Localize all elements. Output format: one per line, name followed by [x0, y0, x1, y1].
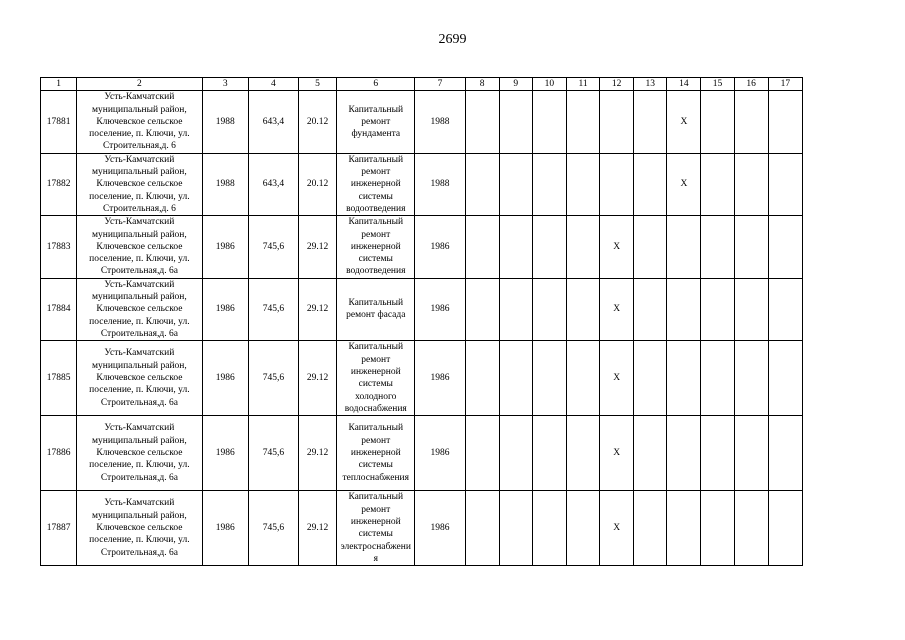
- mark-cell-12: [600, 91, 634, 153]
- mark-cell-14: X: [667, 153, 701, 215]
- work-type-cell: Капитальный ремонт фасада: [337, 278, 415, 340]
- year-cell: 1988: [415, 91, 465, 153]
- empty-cell-10: [532, 278, 566, 340]
- empty-cell-9: [499, 491, 532, 566]
- empty-cell-16: [734, 153, 768, 215]
- column-header-15: 15: [701, 78, 734, 91]
- date-cell: 20.12: [298, 153, 336, 215]
- mark-cell-12: X: [600, 216, 634, 278]
- empty-cell-16: [734, 91, 768, 153]
- year-built-cell: 1986: [202, 491, 248, 566]
- date-cell: 29.12: [298, 416, 336, 491]
- mark-cell-14: [667, 416, 701, 491]
- area-cell: 745,6: [248, 416, 298, 491]
- date-cell: 29.12: [298, 341, 336, 416]
- empty-cell-13: [634, 216, 667, 278]
- area-cell: 745,6: [248, 491, 298, 566]
- mark-cell-12: X: [600, 341, 634, 416]
- year-built-cell: 1988: [202, 91, 248, 153]
- empty-cell-11: [566, 416, 599, 491]
- column-header-11: 11: [566, 78, 599, 91]
- table-row: [41, 341, 803, 416]
- empty-cell-17: [768, 91, 802, 153]
- mark-cell-12: X: [600, 278, 634, 340]
- repair-schedule-table: [40, 77, 803, 566]
- work-type-cell: Капитальный ремонт инженерной системы теплоснабжения: [337, 416, 415, 491]
- year-cell: 1986: [415, 341, 465, 416]
- column-header-6: 6: [337, 78, 415, 91]
- empty-cell-8: [465, 216, 499, 278]
- empty-cell-17: [768, 278, 802, 340]
- empty-cell-16: [734, 416, 768, 491]
- area-cell: 643,4: [248, 91, 298, 153]
- column-header-16: 16: [734, 78, 768, 91]
- date-cell: 20.12: [298, 91, 336, 153]
- work-type-cell: Капитальный ремонт инженерной системы электроснабжения: [337, 491, 415, 566]
- empty-cell-9: [499, 341, 532, 416]
- empty-cell-13: [634, 91, 667, 153]
- year-cell: 1988: [415, 153, 465, 215]
- address-cell: Усть-Камчатский муниципальный район, Ключевское сельское поселение, п. Ключи, ул. Строительная,д. 6а: [77, 278, 202, 340]
- empty-cell-11: [566, 153, 599, 215]
- empty-cell-10: [532, 216, 566, 278]
- empty-cell-11: [566, 491, 599, 566]
- empty-cell-9: [499, 416, 532, 491]
- empty-cell-15: [701, 341, 734, 416]
- empty-cell-8: [465, 278, 499, 340]
- table-row: [41, 278, 803, 340]
- column-header-13: 13: [634, 78, 667, 91]
- mark-cell-12: X: [600, 416, 634, 491]
- empty-cell-15: [701, 91, 734, 153]
- year-built-cell: 1986: [202, 341, 248, 416]
- empty-cell-13: [634, 491, 667, 566]
- work-type-cell: Капитальный ремонт фундамента: [337, 91, 415, 153]
- empty-cell-13: [634, 341, 667, 416]
- address-cell: Усть-Камчатский муниципальный район, Ключевское сельское поселение, п. Ключи, ул. Строительная,д. 6а: [77, 341, 202, 416]
- table-row: [41, 416, 803, 491]
- column-header-14: 14: [667, 78, 701, 91]
- empty-cell-16: [734, 216, 768, 278]
- mark-cell-14: [667, 491, 701, 566]
- empty-cell-16: [734, 491, 768, 566]
- year-built-cell: 1986: [202, 278, 248, 340]
- row-number-cell: 17882: [41, 153, 77, 215]
- empty-cell-17: [768, 216, 802, 278]
- mark-cell-12: X: [600, 491, 634, 566]
- page-number: 2699: [438, 32, 467, 47]
- column-header-12: 12: [600, 78, 634, 91]
- address-cell: Усть-Камчатский муниципальный район, Ключевское сельское поселение, п. Ключи, ул. Строительная,д. 6: [77, 91, 202, 153]
- mark-cell-14: [667, 278, 701, 340]
- column-header-9: 9: [499, 78, 532, 91]
- area-cell: 745,6: [248, 278, 298, 340]
- empty-cell-13: [634, 278, 667, 340]
- table-row: [41, 216, 803, 278]
- year-cell: 1986: [415, 416, 465, 491]
- empty-cell-16: [734, 341, 768, 416]
- column-header-4: 4: [248, 78, 298, 91]
- empty-cell-9: [499, 91, 532, 153]
- column-header-3: 3: [202, 78, 248, 91]
- year-built-cell: 1988: [202, 153, 248, 215]
- date-cell: 29.12: [298, 491, 336, 566]
- empty-cell-11: [566, 341, 599, 416]
- mark-cell-12: [600, 153, 634, 215]
- empty-cell-16: [734, 278, 768, 340]
- empty-cell-15: [701, 216, 734, 278]
- date-cell: 29.12: [298, 216, 336, 278]
- work-type-cell: Капитальный ремонт инженерной системы водоотведения: [337, 153, 415, 215]
- empty-cell-10: [532, 153, 566, 215]
- mark-cell-14: [667, 341, 701, 416]
- column-header-8: 8: [465, 78, 499, 91]
- empty-cell-9: [499, 216, 532, 278]
- column-header-2: 2: [77, 78, 202, 91]
- year-cell: 1986: [415, 491, 465, 566]
- mark-cell-14: [667, 216, 701, 278]
- address-cell: Усть-Камчатский муниципальный район, Ключевское сельское поселение, п. Ключи, ул. Строительная,д. 6а: [77, 491, 202, 566]
- empty-cell-8: [465, 153, 499, 215]
- empty-cell-13: [634, 416, 667, 491]
- table-row: [41, 153, 803, 215]
- work-type-cell: Капитальный ремонт инженерной системы холодного водоснабжения: [337, 341, 415, 416]
- empty-cell-10: [532, 341, 566, 416]
- area-cell: 745,6: [248, 341, 298, 416]
- empty-cell-17: [768, 491, 802, 566]
- year-cell: 1986: [415, 216, 465, 278]
- empty-cell-8: [465, 491, 499, 566]
- column-header-17: 17: [768, 78, 802, 91]
- column-header-10: 10: [532, 78, 566, 91]
- area-cell: 643,4: [248, 153, 298, 215]
- column-header-1: 1: [41, 78, 77, 91]
- row-number-cell: 17884: [41, 278, 77, 340]
- header-row: [41, 78, 803, 91]
- empty-cell-15: [701, 416, 734, 491]
- address-cell: Усть-Камчатский муниципальный район, Ключевское сельское поселение, п. Ключи, ул. Строительная,д. 6а: [77, 416, 202, 491]
- year-built-cell: 1986: [202, 416, 248, 491]
- empty-cell-15: [701, 491, 734, 566]
- work-type-cell: Капитальный ремонт инженерной системы водоотведения: [337, 216, 415, 278]
- table-row: [41, 491, 803, 566]
- address-cell: Усть-Камчатский муниципальный район, Ключевское сельское поселение, п. Ключи, ул. Строительная,д. 6: [77, 153, 202, 215]
- empty-cell-13: [634, 153, 667, 215]
- year-built-cell: 1986: [202, 216, 248, 278]
- row-number-cell: 17883: [41, 216, 77, 278]
- table-row: [41, 91, 803, 153]
- empty-cell-15: [701, 153, 734, 215]
- empty-cell-17: [768, 416, 802, 491]
- row-number-cell: 17887: [41, 491, 77, 566]
- empty-cell-11: [566, 91, 599, 153]
- empty-cell-10: [532, 416, 566, 491]
- empty-cell-8: [465, 91, 499, 153]
- date-cell: 29.12: [298, 278, 336, 340]
- empty-cell-10: [532, 491, 566, 566]
- address-cell: Усть-Камчатский муниципальный район, Ключевское сельское поселение, п. Ключи, ул. Строительная,д. 6а: [77, 216, 202, 278]
- area-cell: 745,6: [248, 216, 298, 278]
- empty-cell-15: [701, 278, 734, 340]
- row-number-cell: 17885: [41, 341, 77, 416]
- row-number-cell: 17886: [41, 416, 77, 491]
- empty-cell-8: [465, 341, 499, 416]
- empty-cell-17: [768, 341, 802, 416]
- empty-cell-8: [465, 416, 499, 491]
- empty-cell-9: [499, 278, 532, 340]
- column-header-5: 5: [298, 78, 336, 91]
- table-body: [41, 91, 803, 566]
- empty-cell-10: [532, 91, 566, 153]
- empty-cell-9: [499, 153, 532, 215]
- empty-cell-11: [566, 216, 599, 278]
- empty-cell-11: [566, 278, 599, 340]
- year-cell: 1986: [415, 278, 465, 340]
- mark-cell-14: X: [667, 91, 701, 153]
- empty-cell-17: [768, 153, 802, 215]
- row-number-cell: 17881: [41, 91, 77, 153]
- column-header-7: 7: [415, 78, 465, 91]
